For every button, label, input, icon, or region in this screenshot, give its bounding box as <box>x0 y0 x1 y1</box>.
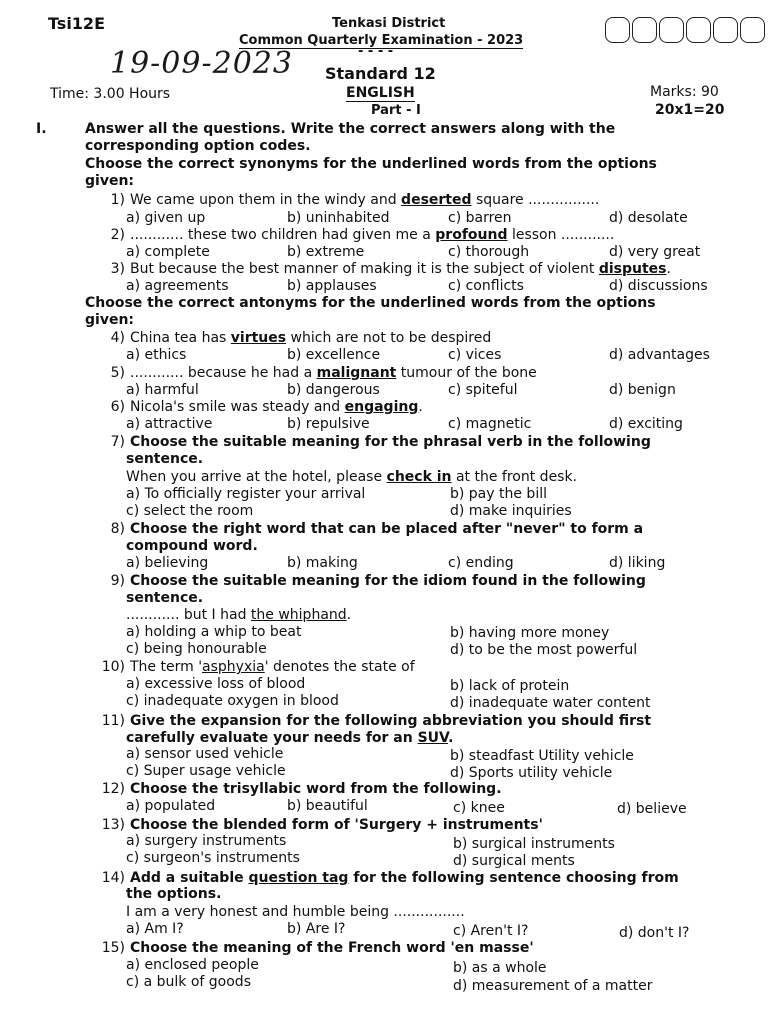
q4-option-d: d) advantages <box>609 347 710 363</box>
q4-option-a: a) ethics <box>126 347 187 363</box>
q4-option-c: c) vices <box>448 347 502 363</box>
part-title: Part - I <box>371 103 421 118</box>
register-number-boxes <box>605 17 767 43</box>
question-2: 2) ............ these two children had given me a profound lesson ............ <box>110 227 615 243</box>
q12-option-c: c) knee <box>453 800 505 816</box>
q1-option-a: a) given up <box>126 210 206 226</box>
q2-option-c: c) thorough <box>448 244 530 260</box>
q11-option-d: d) Sports utility vehicle <box>450 765 613 781</box>
question-9-heading-2: sentence. <box>126 590 204 606</box>
q9-option-a: a) holding a whip to beat <box>126 624 302 640</box>
q8-option-b: b) making <box>287 555 358 571</box>
total-marks: Marks: 90 <box>650 84 719 100</box>
q13-option-d: d) surgical ments <box>453 853 575 869</box>
question-12-heading: 12) Choose the trisyllabic word from the following. <box>101 781 502 797</box>
question-3: 3) But because the best manner of making it is the subject of violent disputes. <box>110 261 671 277</box>
time-label: Time: 3.00 Hours <box>50 86 171 102</box>
q6-option-a: a) attractive <box>126 416 213 432</box>
paper-code: Tsi12E <box>48 14 105 33</box>
exam-title: Common Quarterly Examination - 2023 <box>239 33 524 48</box>
q14-option-a: a) Am I? <box>126 921 184 937</box>
q13-option-c: c) surgeon's instruments <box>126 850 300 866</box>
question-5: 5) ............ because he had a malignant tumour of the bone <box>110 365 537 381</box>
register-box <box>632 17 657 43</box>
register-box <box>713 17 738 43</box>
q12-option-b: b) beautiful <box>287 798 368 814</box>
q14-option-b: b) Are I? <box>287 921 346 937</box>
question-7-stem: When you arrive at the hotel, please check in at the front desk. <box>126 469 578 485</box>
q10-option-b: b) lack of protein <box>450 678 570 694</box>
q2-option-a: a) complete <box>126 244 210 260</box>
q8-option-a: a) believing <box>126 555 209 571</box>
instruction-line-2: corresponding option codes. <box>85 138 311 154</box>
q11-option-c: c) Super usage vehicle <box>126 763 286 779</box>
register-box <box>659 17 684 43</box>
standard-label: Standard 12 <box>325 64 436 83</box>
q9-option-d: d) to be the most powerful <box>450 642 638 658</box>
q1-option-d: d) desolate <box>609 210 688 226</box>
q6-option-d: d) exciting <box>609 416 683 432</box>
q6-option-c: c) magnetic <box>448 416 532 432</box>
question-10: 10) The term 'asphyxia' denotes the state of <box>101 659 415 675</box>
q14-option-c: c) Aren't I? <box>453 923 529 939</box>
question-4: 4) China tea has virtues which are not to be despired <box>110 330 492 346</box>
question-13-heading: 13) Choose the blended form of 'Surgery + instruments' <box>101 817 543 833</box>
q15-option-b: b) as a whole <box>453 960 547 976</box>
q11-option-a: a) sensor used vehicle <box>126 746 284 762</box>
question-6: 6) Nicola's smile was steady and engaging. <box>110 399 423 415</box>
q12-option-d: d) believe <box>617 801 687 817</box>
q3-option-c: c) conflicts <box>448 278 524 294</box>
q9-option-b: b) having more money <box>450 625 610 641</box>
q5-option-b: b) dangerous <box>287 382 380 398</box>
q11-option-b: b) steadfast Utility vehicle <box>450 748 634 764</box>
part-marks: 20x1=20 <box>655 102 725 118</box>
q3-option-b: b) applauses <box>287 278 377 294</box>
antonyms-heading-2: given: <box>85 312 135 328</box>
q5-option-d: d) benign <box>609 382 676 398</box>
q1-option-c: c) barren <box>448 210 512 226</box>
subject-title: ENGLISH <box>346 85 415 101</box>
q10-option-d: d) inadequate water content <box>450 695 651 711</box>
synonyms-heading-1: Choose the correct synonyms for the underlined words from the options <box>85 156 657 172</box>
section-number: I. <box>36 121 47 137</box>
question-7-heading-2: sentence. <box>126 451 204 467</box>
q2-option-d: d) very great <box>609 244 701 260</box>
question-14-stem: I am a very honest and humble being ................ <box>126 904 465 920</box>
q7-option-b: b) pay the bill <box>450 486 547 502</box>
q4-option-b: b) excellence <box>287 347 381 363</box>
register-box <box>605 17 630 43</box>
instruction-line-1: Answer all the questions. Write the correct answers along with the <box>85 121 616 137</box>
question-1: 1) We came upon them in the windy and deserted square ................ <box>110 192 600 208</box>
title-dashes: - - - - <box>358 44 394 59</box>
antonyms-heading-1: Choose the correct antonyms for the underlined words from the options <box>85 295 656 311</box>
q15-option-c: c) a bulk of goods <box>126 974 251 990</box>
question-11-heading-2: carefully evaluate your needs for an SUV. <box>126 730 454 746</box>
synonyms-heading-2: given: <box>85 173 135 189</box>
register-box <box>740 17 765 43</box>
q15-option-a: a) enclosed people <box>126 957 259 973</box>
register-box <box>686 17 711 43</box>
question-9-stem: ............ but I had the whiphand. <box>126 607 352 623</box>
q5-option-c: c) spiteful <box>448 382 518 398</box>
q3-option-d: d) discussions <box>609 278 708 294</box>
q10-option-a: a) excessive loss of blood <box>126 676 306 692</box>
q5-option-a: a) harmful <box>126 382 199 398</box>
question-8-heading-2: compound word. <box>126 538 258 554</box>
question-14-heading: 14) Add a suitable question tag for the following sentence choosing from <box>101 870 679 886</box>
handwritten-date: 19-09-2023 <box>110 46 293 81</box>
question-15-heading: 15) Choose the meaning of the French word 'en masse' <box>101 940 534 956</box>
q15-option-d: d) measurement of a matter <box>453 978 653 994</box>
q14-option-d: d) don't I? <box>619 925 690 941</box>
district-title: Tenkasi District <box>332 16 446 31</box>
q3-option-a: a) agreements <box>126 278 229 294</box>
q1-option-b: b) uninhabited <box>287 210 390 226</box>
q8-option-c: c) ending <box>448 555 514 571</box>
question-14-heading-2: the options. <box>126 886 222 902</box>
q8-option-d: d) liking <box>609 555 666 571</box>
q2-option-b: b) extreme <box>287 244 365 260</box>
q7-option-d: d) make inquiries <box>450 503 572 519</box>
question-9-heading: 9) Choose the suitable meaning for the idiom found in the following <box>110 573 646 589</box>
question-8-heading: 8) Choose the right word that can be placed after "never" to form a <box>110 521 644 537</box>
question-11-heading: 11) Give the expansion for the following abbreviation you should first <box>101 713 652 729</box>
q9-option-c: c) being honourable <box>126 641 267 657</box>
question-7-heading: 7) Choose the suitable meaning for the phrasal verb in the following <box>110 434 651 450</box>
q7-option-c: c) select the room <box>126 503 254 519</box>
q13-option-a: a) surgery instruments <box>126 833 287 849</box>
q6-option-b: b) repulsive <box>287 416 370 432</box>
q10-option-c: c) inadequate oxygen in blood <box>126 693 339 709</box>
q13-option-b: b) surgical instruments <box>453 836 615 852</box>
q12-option-a: a) populated <box>126 798 216 814</box>
q7-option-a: a) To officially register your arrival <box>126 486 366 502</box>
